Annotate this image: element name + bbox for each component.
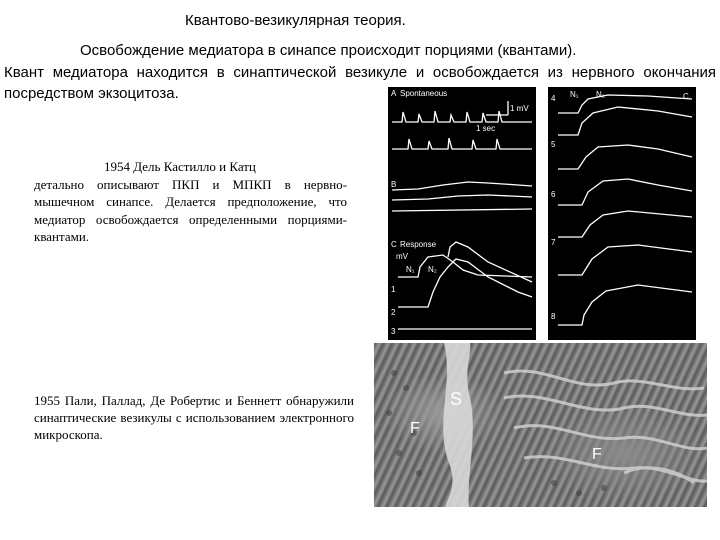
label-n1: N₁ (406, 265, 415, 274)
label-row-5: 5 (551, 140, 556, 149)
label-f-left: F (410, 420, 420, 437)
label-spontaneous: Spontaneous (400, 89, 448, 98)
label-n2: N₂ (428, 265, 437, 274)
label-n1-right: N₁ (570, 90, 579, 99)
label-f-right: F (592, 446, 602, 463)
label-a: A (391, 89, 397, 98)
paragraph-1955: 1955 Пали, Паллад, Де Робертис и Беннетт обнаружили синаптические везикулы с использованием электронного микроскопа. (34, 393, 354, 442)
paragraph-1954-first-line: 1954 Дель Кастилло и Катц (104, 159, 256, 174)
paragraph-1954-body: детально описывают ПКП и МПКП в нервно-мышечном синапсе. Делается предположение, что медиатор освобождается определенными порциями-квантами. (34, 176, 347, 244)
label-c-right: C (683, 92, 689, 101)
oscillogram-left (388, 87, 536, 340)
oscillogram-right (548, 87, 696, 340)
label-row-1: 1 (391, 285, 396, 294)
label-scale-mv: 1 mV (510, 104, 529, 113)
label-response: Response (400, 240, 437, 249)
label-n2-right: N₂ (596, 90, 605, 99)
slide-title: Квантово-везикулярная теория. (185, 12, 406, 29)
label-s: S (450, 389, 463, 409)
label-c: C (391, 240, 397, 249)
label-row-3: 3 (391, 327, 396, 336)
slide-subtitle: Освобождение медиатора в синапсе происходит порциями (квантами). (80, 42, 577, 59)
label-row-7: 7 (551, 238, 556, 247)
label-row-8: 8 (551, 312, 556, 321)
label-row-4: 4 (551, 94, 556, 103)
paragraph-1954 (34, 158, 347, 246)
label-row-6: 6 (551, 190, 556, 199)
label-row-2: 2 (391, 308, 396, 317)
electron-micrograph (374, 343, 707, 507)
label-mv: mV (396, 252, 408, 261)
label-scale-ms: 1 sec (476, 124, 496, 133)
intro-paragraph: Квант медиатора находится в синаптической везикуле и освобождается из нервного окончания посредством экзоцитоза. (4, 64, 716, 102)
label-b: B (391, 180, 397, 189)
